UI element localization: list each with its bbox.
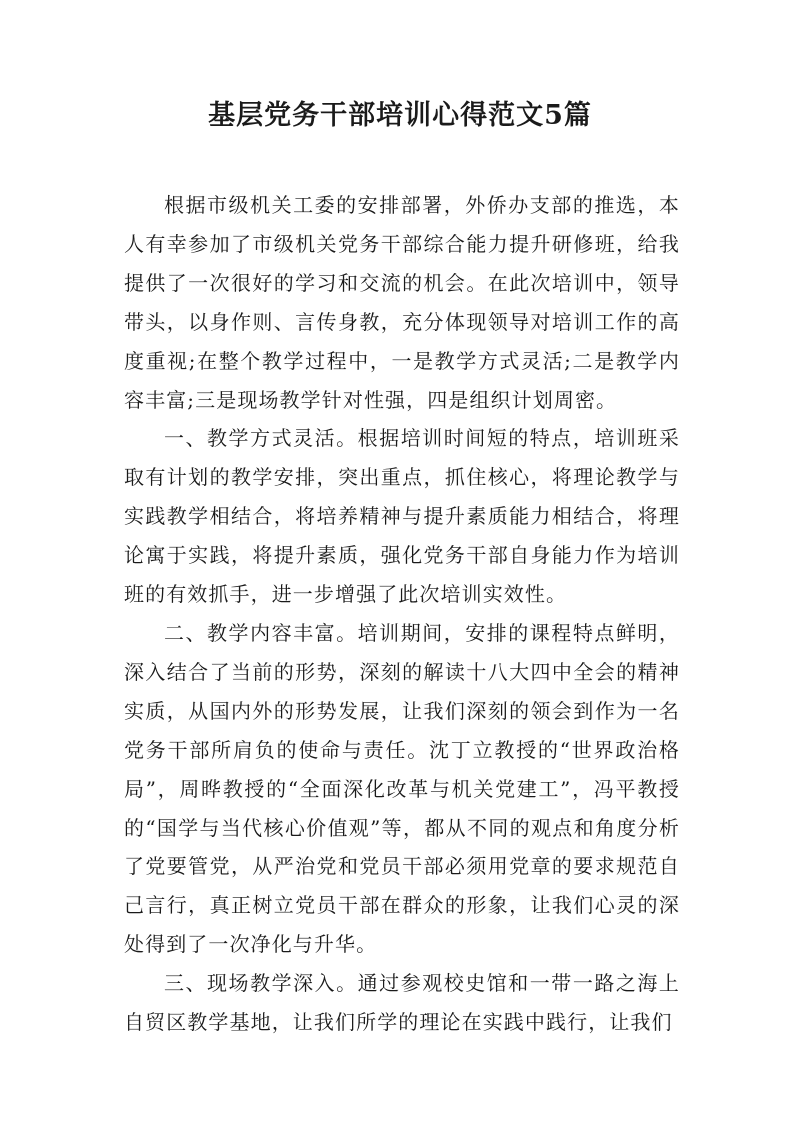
paragraph-teaching-content: 二、教学内容丰富。培训期间，安排的课程特点鲜明，深入结合了当前的形势，深刻的解读十八大四中全会的精神实质，从国内外的形势发展，让我们深刻的领会到作为一名党务干部所肩负的使命与责任。沈丁立教授的“世界政治格局”，周晔教授的“全面深化改革与机关党建工”，冯平教授的“国学与当代核心价值观”等，都从不同的观点和角度分析了党要管党，从严治党和党员干部必须用党章的要求规范自己言行，真正树立党员干部在群众的形象，让我们心灵的深处得到了一次净化与升华。 [124, 620, 680, 957]
document-title: 基层党务干部培训心得范文5篇 [208, 100, 592, 131]
paragraph-intro: 根据市级机关工委的安排部署，外侨办支部的推选，本人有幸参加了市级机关党务干部综合能力提升研修班，给我提供了一次很好的学习和交流的机会。在此次培训中，领导带头，以身作则、言传身教，充分体现领导对培训工作的高度重视;在整个教学过程中，一是教学方式灵活;二是教学内容丰富;三是现场教学针对性强，四是组织计划周密。 [124, 193, 680, 412]
document-body [124, 186, 680, 1042]
paragraph-teaching-method: 一、教学方式灵活。根据培训时间短的特点，培训班采取有计划的教学安排，突出重点，抓住核心，将理论教学与实践教学相结合，将培养精神与提升素质能力相结合，将理论寓于实践，将提升素质，强化党务干部自身能力作为培训班的有效抓手，进一步增强了此次培训实效性。 [124, 426, 680, 607]
paragraph-field-teaching: 三、现场教学深入。通过参观校史馆和一带一路之海上自贸区教学基地，让我们所学的理论在实践中践行，让我们 [124, 971, 680, 1035]
